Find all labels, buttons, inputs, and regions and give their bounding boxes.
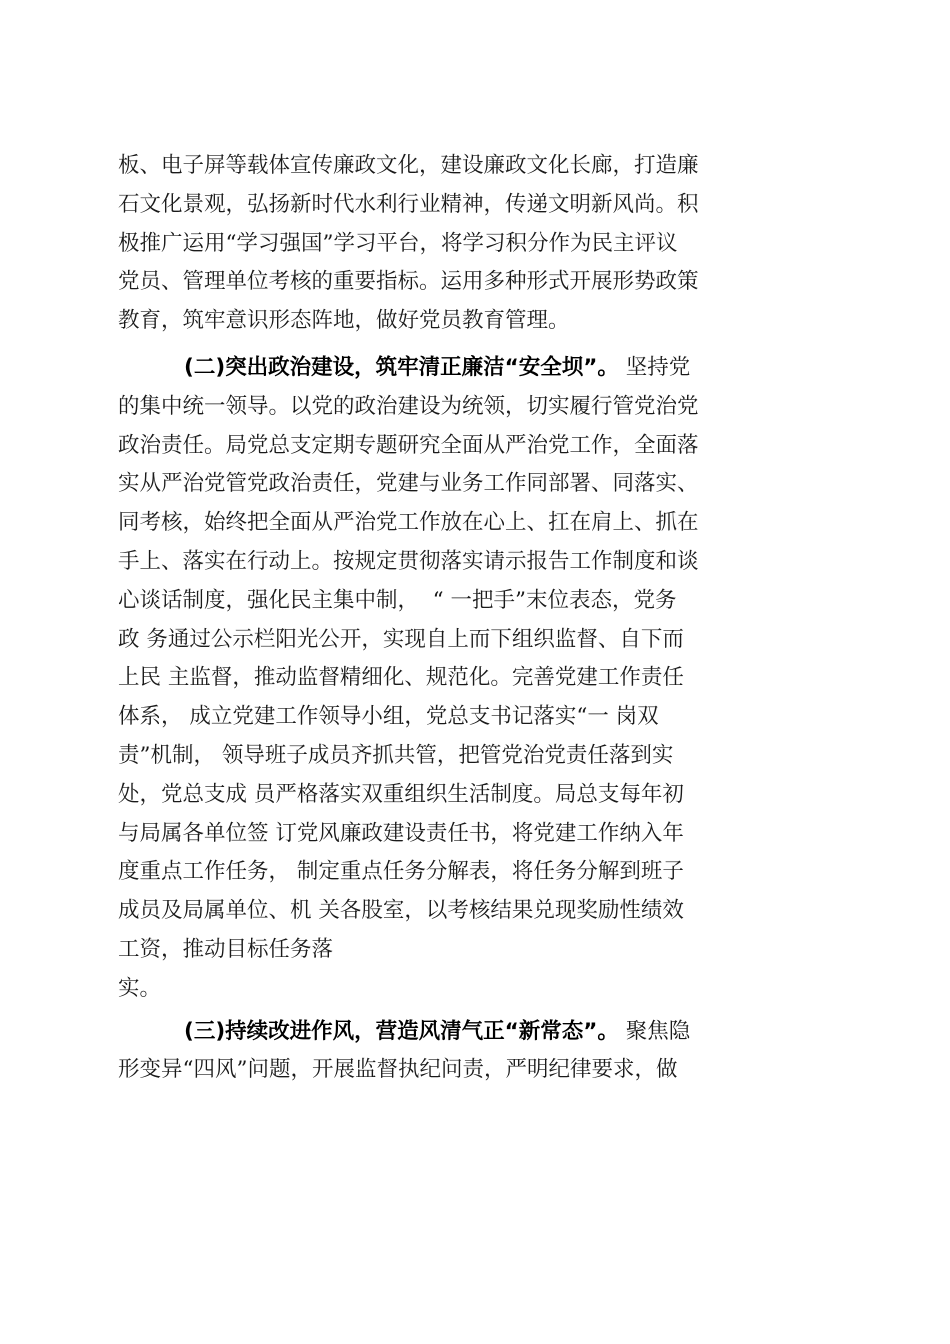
document-body <box>118 147 808 1090</box>
text-line: 政 务通过公示栏阳光公开，实现自上而下组织监督、自下而 <box>118 626 684 652</box>
text-line: 同考核，始终把全面从严治党工作放在心上、扛在肩上、抓在 <box>118 510 699 536</box>
text-line: 教育，筑牢意识形态阵地，做好党员教育管理。 <box>118 308 570 334</box>
text-line: 形变异“四风”问题，开展监督执纪问责，严明纪律要求，做 <box>118 1057 678 1083</box>
text-line: 体系， 成立党建工作领导小组，党总支书记落实“一 岗双 <box>118 704 659 730</box>
text-line: 手上、落实在行动上。按规定贯彻落实请示报告工作制度和谈 <box>118 548 699 574</box>
text-line: 石文化景观，弘扬新时代水利行业精神，传递文明新风尚。积 <box>118 191 699 217</box>
section-3-heading: (三)持续改进作风，营造风清气正“新常态”。 <box>184 1018 619 1044</box>
text-line: 责”机制， 领导班子成员齐抓共管，把管党治党责任落到实 <box>118 742 674 768</box>
text-line: 工资，推动目标任务落 <box>118 936 334 962</box>
section-2-first-line <box>118 349 808 388</box>
text-line: 心谈话制度，强化民主集中制， “ 一把手”末位表态，党务 <box>118 587 677 613</box>
text-line: 极推广运用“学习强国”学习平台，将学习积分作为民主评议 <box>118 230 678 256</box>
section-3-lead-text: 聚焦隐 <box>618 1018 691 1044</box>
text-line: 板、电子屏等载体宣传廉政文化，建设廉政文化长廊，打造廉 <box>118 153 699 178</box>
text-line: 处，党总支成 员严格落实双重组织生活制度。局总支每年初 <box>118 781 684 807</box>
text-line: 政治责任。局党总支定期专题研究全面从严治党工作，全面落 <box>118 432 699 458</box>
text-line: 实。 <box>118 975 162 1001</box>
text-line: 实从严治党管党政治责任，党建与业务工作同部署、同落实、 <box>118 471 699 497</box>
section-3-first-line <box>118 1013 808 1052</box>
text-line: 的集中统一领导。以党的政治建设为统领，切实履行管党治党 <box>118 393 699 419</box>
text-line: 党员、管理单位考核的重要指标。运用多种形式开展形势政策 <box>118 269 699 295</box>
section-2-lead-text: 坚持党 <box>618 354 691 380</box>
text-line: 上民 主监督，推动监督精细化、规范化。完善党建工作责任 <box>118 665 684 691</box>
text-line: 度重点工作任务， 制定重点任务分解表，将任务分解到班子 <box>118 859 684 885</box>
text-line: 与局属各单位签 订党风廉政建设责任书，将党建工作纳入年 <box>118 820 684 846</box>
text-line: 成员及局属单位、机 关各股室，以考核结果兑现奖励性绩效 <box>118 898 684 924</box>
section-2-heading: (二)突出政治建设，筑牢清正廉洁“安全坝”。 <box>184 354 619 380</box>
